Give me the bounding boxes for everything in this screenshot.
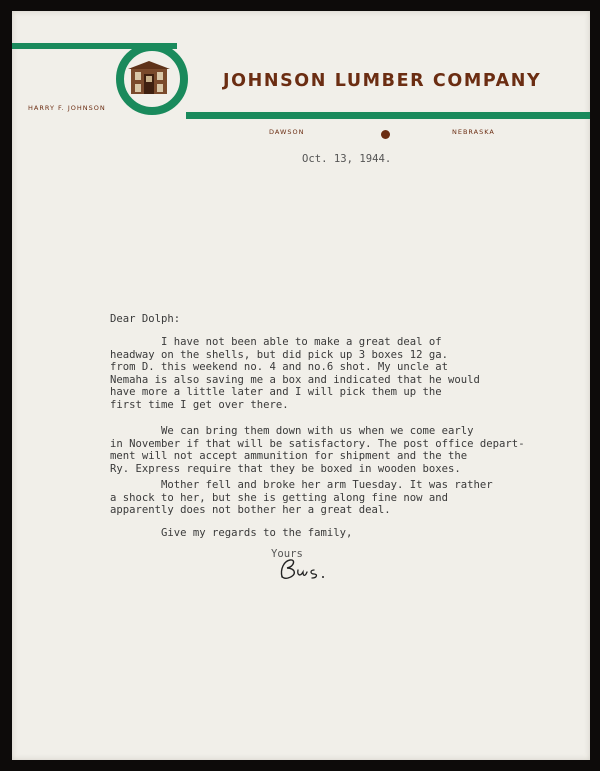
paragraph-2: We can bring them down with us when we come early in November if that will be satisfactory. The post office depart- ment will not accept ammunition for shipment and the the Ry. Express require that they be boxed in wooden boxes. [110,425,525,475]
paragraph-4: Give my regards to the family, [110,527,353,539]
state-label: NEBRASKA [452,128,495,136]
letter-date: Oct. 13, 1944. [302,153,392,165]
closing: Yours [271,548,303,560]
company-name: JOHNSON LUMBER COMPANY [223,71,542,91]
separator-dot [381,130,390,139]
signature [276,555,346,583]
city-label: DAWSON [269,128,305,136]
owner-name: HARRY F. JOHNSON [28,104,106,112]
salutation: Dear Dolph: [110,313,181,325]
letterhead-band-bottom [186,112,590,119]
paragraph-3: Mother fell and broke her arm Tuesday. It was rather a shock to her, but she is getting along fine now and apparently does not bother her a great deal. [110,479,493,517]
paragraph-1: I have not been able to make a great deal of headway on the shells, but did pick up 3 boxes 12 ga. from D. this weekend no. 4 and no.6 shot. My uncle at Nemaha is also saving me a box and indicated that he would have more a little later and I will pick them up the first time I get over there. [110,336,480,411]
building-icon [128,60,170,96]
